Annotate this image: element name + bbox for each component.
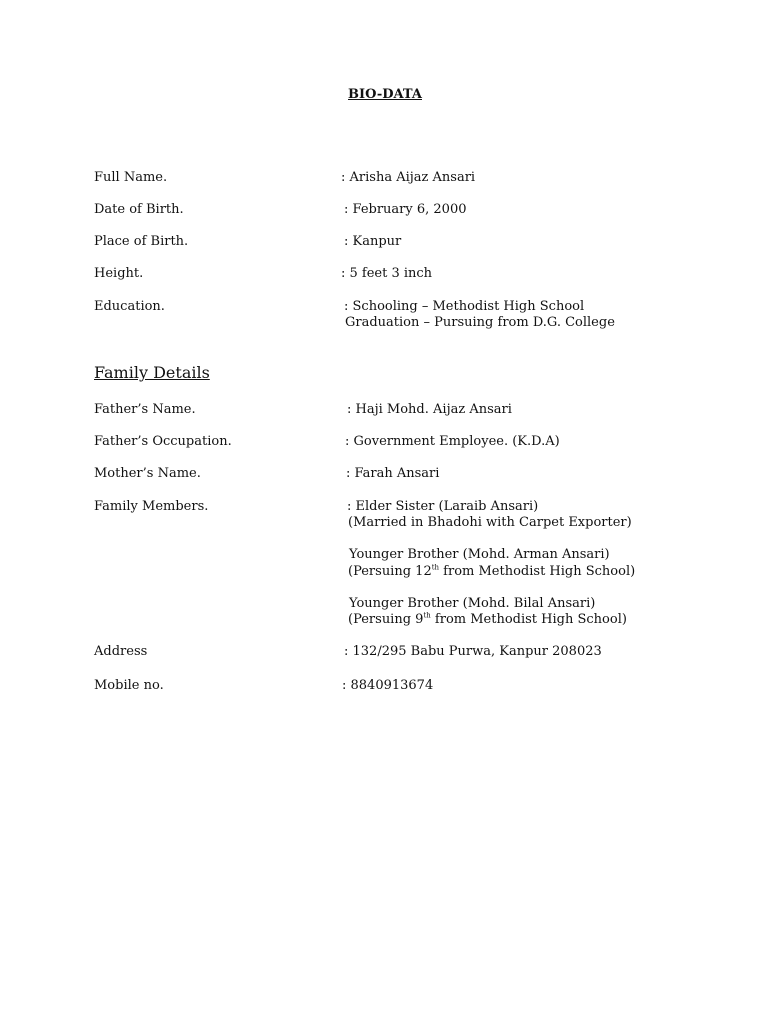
younger-brother-2-line: Younger Brother (Mohd. Bilal Ansari)	[349, 596, 596, 611]
dob-label: Date of Birth.	[94, 202, 184, 217]
younger-brother-1-note: (Persuing 12th from Methodist High School)	[348, 563, 636, 579]
mother-name-label: Mother’s Name.	[94, 466, 201, 481]
father-occupation-label: Father’s Occupation.	[94, 434, 232, 449]
education-label: Education.	[94, 299, 165, 314]
dob-value: : February 6, 2000	[344, 202, 467, 217]
height-label: Height.	[94, 266, 144, 281]
full-name-value: : Arisha Aijaz Ansari	[341, 170, 476, 185]
height-value: : 5 feet 3 inch	[341, 266, 433, 281]
father-name-value: : Haji Mohd. Aijaz Ansari	[347, 402, 512, 417]
address-value: : 132/295 Babu Purwa, Kanpur 208023	[344, 644, 602, 659]
education-line-graduation: Graduation – Pursuing from D.G. College	[345, 315, 615, 330]
family-details-heading: Family Details	[94, 363, 210, 382]
pob-value: : Kanpur	[344, 234, 402, 249]
younger-brother-1-line: Younger Brother (Mohd. Arman Ansari)	[349, 547, 610, 562]
younger-brother-2-note: (Persuing 9th from Methodist High School)	[348, 611, 627, 627]
address-label: Address	[94, 644, 148, 659]
document-title: BIO-DATA	[348, 87, 422, 102]
elder-sister-line: : Elder Sister (Laraib Ansari)	[347, 499, 539, 514]
education-line-schooling: : Schooling – Methodist High School	[344, 299, 585, 314]
father-name-label: Father’s Name.	[94, 402, 196, 417]
mobile-value: : 8840913674	[342, 678, 434, 693]
father-occupation-value: : Government Employee. (K.D.A)	[345, 434, 560, 449]
full-name-label: Full Name.	[94, 170, 168, 185]
pob-label: Place of Birth.	[94, 234, 189, 249]
mobile-label: Mobile no.	[94, 678, 164, 693]
mother-name-value: : Farah Ansari	[346, 466, 440, 481]
elder-sister-note: (Married in Bhadohi with Carpet Exporter)	[348, 515, 632, 530]
family-members-label: Family Members.	[94, 499, 209, 514]
